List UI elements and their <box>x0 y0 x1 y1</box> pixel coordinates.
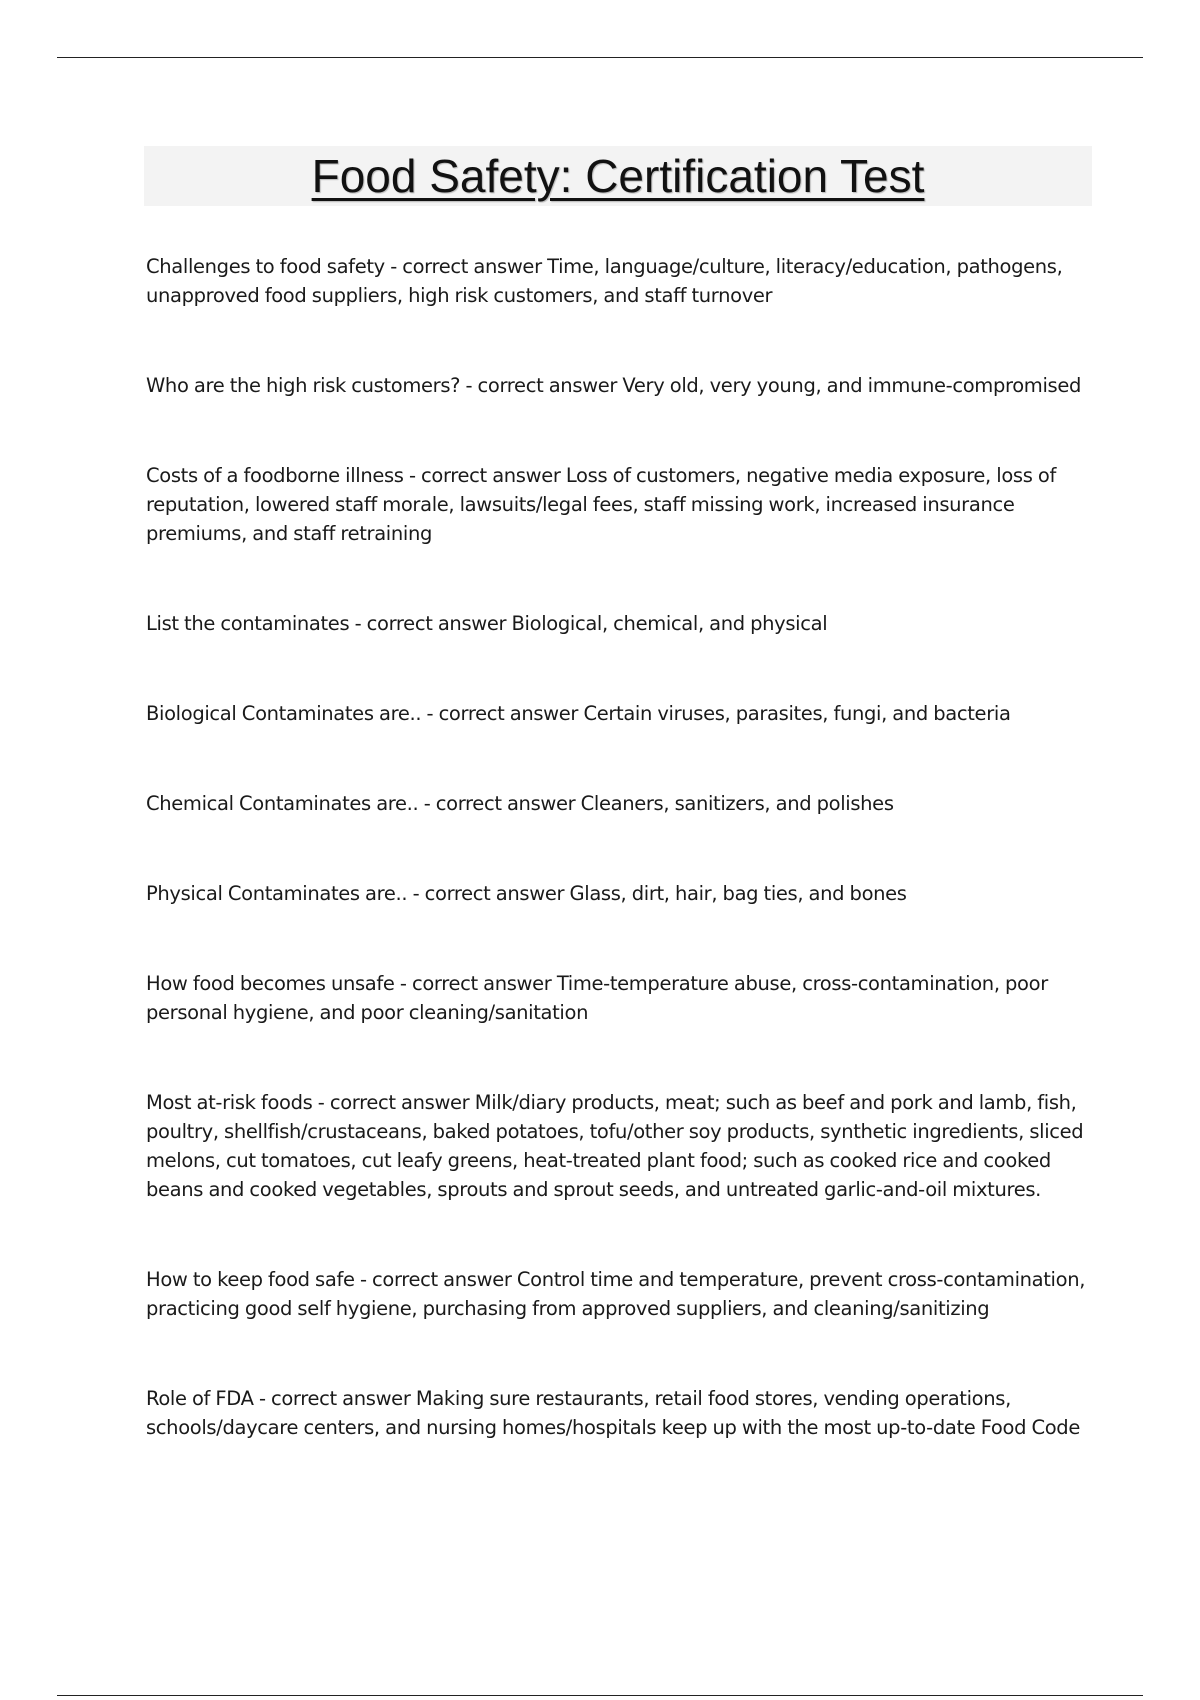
question-text: Chemical Contaminates are.. <box>146 792 419 815</box>
question-text: Most at-risk foods <box>146 1091 313 1114</box>
page-title: Food Safety: Certification Test <box>311 150 925 202</box>
answer-text: Very old, very young, and immune-compromised <box>622 374 1081 397</box>
answer-label: correct answer <box>421 464 561 487</box>
question-text: List the contaminates <box>146 612 350 635</box>
qa-item: Costs of a foodborne illness - correct answer Loss of customers, negative media exposure, loss of reputation, lowered staff morale, lawsuits/legal fees, staff missing work, increased insurance premiums, and staff retraining <box>146 464 1056 545</box>
question-text: Biological Contaminates are.. <box>146 702 422 725</box>
qa-item: Role of FDA - correct answer Making sure restaurants, retail food stores, vending operations, schools/daycare centers, and nursing homes/hospitals keep up with the most up-to-date Food Code <box>146 1387 1080 1439</box>
answer-text: Glass, dirt, hair, bag ties, and bones <box>569 882 907 905</box>
answer-label: correct answer <box>424 882 565 905</box>
answer-text: Making sure restaurants, retail food stores, vending operations, schools/daycare centers, and nursing homes/hospitals keep up with the most up-to-date Food Code <box>146 1387 1080 1439</box>
answer-label: correct answer <box>329 1091 470 1114</box>
question-text: Who are the high risk customers? <box>146 374 461 397</box>
title-band <box>144 146 1092 206</box>
question-text: Challenges to food safety <box>146 255 385 278</box>
qa-item: Chemical Contaminates are.. - correct answer Cleaners, sanitizers, and polishes <box>146 792 894 815</box>
qa-item: How to keep food safe - correct answer Control time and temperature, prevent cross-contamination, practicing good self hygiene, purchasing from approved suppliers, and cleaning/sanitizing <box>146 1268 1086 1320</box>
question-text: How food becomes unsafe <box>146 972 395 995</box>
qa-item: Biological Contaminates are.. - correct answer Certain viruses, parasites, fungi, and bacteria <box>146 702 1011 725</box>
bottom-rule <box>57 1695 1143 1696</box>
answer-label: correct answer <box>477 374 618 397</box>
answer-label: correct answer <box>438 702 579 725</box>
qa-item: Physical Contaminates are.. - correct answer Glass, dirt, hair, bag ties, and bones <box>146 882 907 905</box>
qa-item: Who are the high risk customers? - correct answer Very old, very young, and immune-compromised <box>146 374 1081 397</box>
answer-text: Biological, chemical, and physical <box>511 612 828 635</box>
answer-text: Cleaners, sanitizers, and polishes <box>580 792 894 815</box>
answer-text: Control time and temperature, prevent cross-contamination, practicing good self hygiene, purchasing from approved suppliers, and cleaning/sanitizing <box>146 1268 1086 1320</box>
answer-text: Milk/diary products, meat; such as beef and pork and lamb, fish, poultry, shellfish/crustaceans, baked potatoes, tofu/other soy products, synthetic ingredients, sliced melons, cut tomatoes, cut leafy greens, heat-treated plant food; such as cooked rice and cooked beans and cooked vegetables, sprouts and sprout seeds, and untreated garlic-and-oil mixtures. <box>146 1091 1084 1201</box>
answer-label: correct answer <box>372 1268 512 1291</box>
question-text: Physical Contaminates are.. <box>146 882 408 905</box>
answer-label: correct answer <box>435 792 576 815</box>
answer-text: Time-temperature abuse, cross-contamination, poor personal hygiene, and poor cleaning/sanitation <box>146 972 1048 1024</box>
qa-item: How food becomes unsafe - correct answer Time-temperature abuse, cross-contamination, poor personal hygiene, and poor cleaning/sanitation <box>146 972 1048 1024</box>
qa-list <box>146 252 1086 1503</box>
qa-item: Most at-risk foods - correct answer Milk/diary products, meat; such as beef and pork and lamb, fish, poultry, shellfish/crustaceans, baked potatoes, tofu/other soy products, synthetic ingredients, sliced melons, cut tomatoes, cut leafy greens, heat-treated plant food; such as cooked rice and cooked beans and cooked vegetables, sprouts and sprout seeds, and untreated garlic-and-oil mixtures. <box>146 1091 1084 1201</box>
answer-label: correct answer <box>366 612 507 635</box>
top-rule <box>57 57 1143 58</box>
answer-text: Loss of customers, negative media exposure, loss of reputation, lowered staff morale, lawsuits/legal fees, staff missing work, increased insurance premiums, and staff retraining <box>146 464 1056 545</box>
qa-item: Challenges to food safety - correct answer Time, language/culture, literacy/education, pathogens, unapproved food suppliers, high risk customers, and staff turnover <box>146 255 1063 307</box>
question-text: How to keep food safe <box>146 1268 355 1291</box>
question-text: Costs of a foodborne illness <box>146 464 404 487</box>
answer-text: Certain viruses, parasites, fungi, and bacteria <box>583 702 1011 725</box>
answer-label: correct answer <box>270 1387 411 1410</box>
answer-label: correct answer <box>411 972 552 995</box>
qa-item: List the contaminates - correct answer Biological, chemical, and physical <box>146 612 828 635</box>
question-text: Role of FDA <box>146 1387 254 1410</box>
answer-label: correct answer <box>402 255 542 278</box>
answer-text: Time, language/culture, literacy/education, pathogens, unapproved food suppliers, high risk customers, and staff turnover <box>146 255 1063 307</box>
